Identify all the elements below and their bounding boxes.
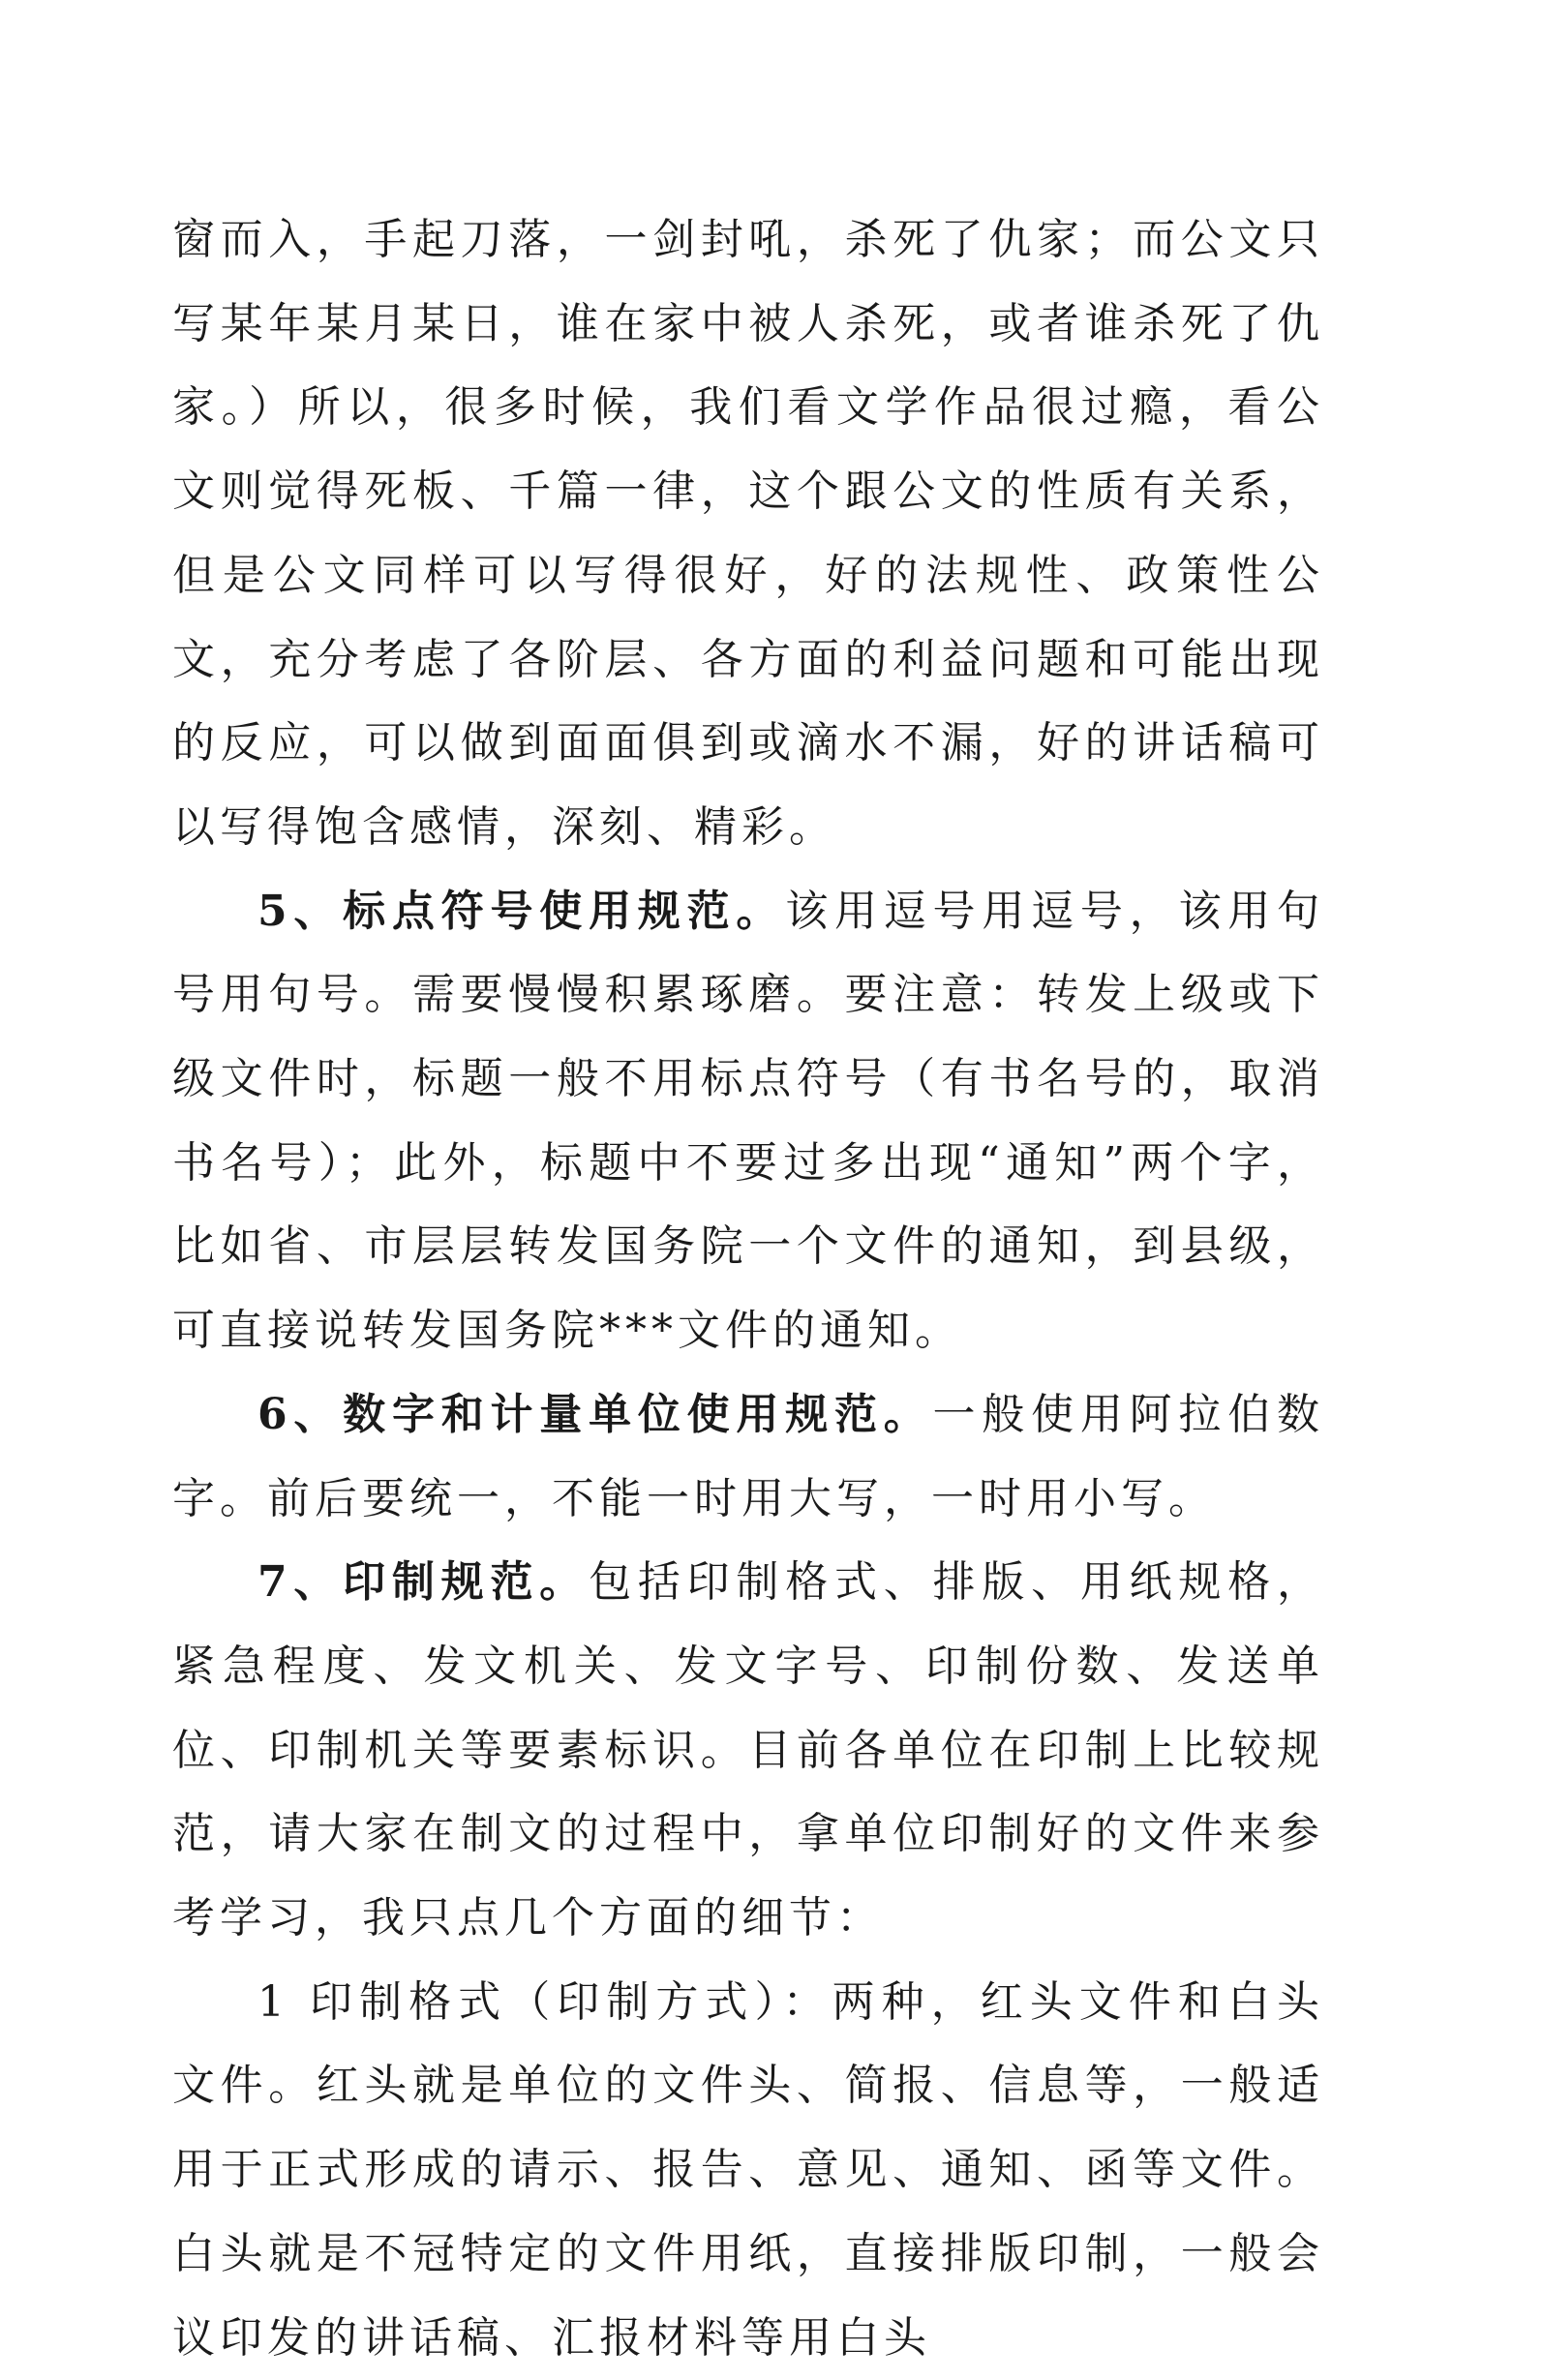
paragraph-text: 包括印制格式、排版、用纸规格，紧急程度、发文机关、发文字号、印制份数、发送单位、印制机关等要素标识。目前各单位在印制上比较规范，请大家在制文的过程中，拿单位印制好的文件来参考学习，我只点几个方面的细节： (172, 1557, 1324, 1943)
paragraph-text: 窗而入，手起刀落，一剑封吼，杀死了仇家；而公文只写某年某月某日，谁在家中被人杀死，或者谁杀死了仇家。）所以，很多时候，我们看文学作品很过瘾，看公文则觉得死板、千篇一律，这个跟公文的性质有关系，但是公文同样可以写得很好，好的法规性、政策性公文，充分考虑了各阶层、各方面的利益问题和可能出现的反应，可以做到面面俱到或滴水不漏，好的讲话稿可以写得饱含感情，深刻、精彩。 (172, 215, 1324, 852)
paragraph-text: 1 印制格式（印制方式）：两种，红头文件和白头文件。红头就是单位的文件头、简报、信息等，一般适用于正式形成的请示、报告、意见、通知、函等文件。白头就是不冠特定的文件用纸，直接排版印制，一般会议印发的讲话稿、汇报材料等用白头 (172, 1976, 1324, 2363)
paragraph-number-units-norms (172, 1373, 1324, 1541)
paragraph-printing-format (172, 1961, 1324, 2380)
body-text (172, 198, 1324, 2380)
paragraph-text: 一般使用阿拉伯数字。前后要统一，不能一时用大写，一时用小写。 (172, 1389, 1324, 1523)
paragraph-heading: 7、印制规范。 (257, 1557, 590, 1608)
paragraph-continuation (172, 198, 1324, 870)
paragraph-heading: 5、标点符号使用规范。 (257, 886, 786, 936)
paragraph-punctuation-norms (172, 870, 1324, 1373)
paragraph-heading: 6、数字和计量单位使用规范。 (257, 1389, 933, 1439)
paragraph-text: 该用逗号用逗号，该用句号用句号。需要慢慢积累琢磨。要注意：转发上级或下级文件时，标题一般不用标点符号（有书名号的，取消书名号）；此外，标题中不要过多出现“通知”两个字，比如省、市层层转发国务院一个文件的通知，到县级，可直接说转发国务院***文件的通知。 (172, 886, 1324, 1356)
paragraph-printing-norms (172, 1541, 1324, 1961)
